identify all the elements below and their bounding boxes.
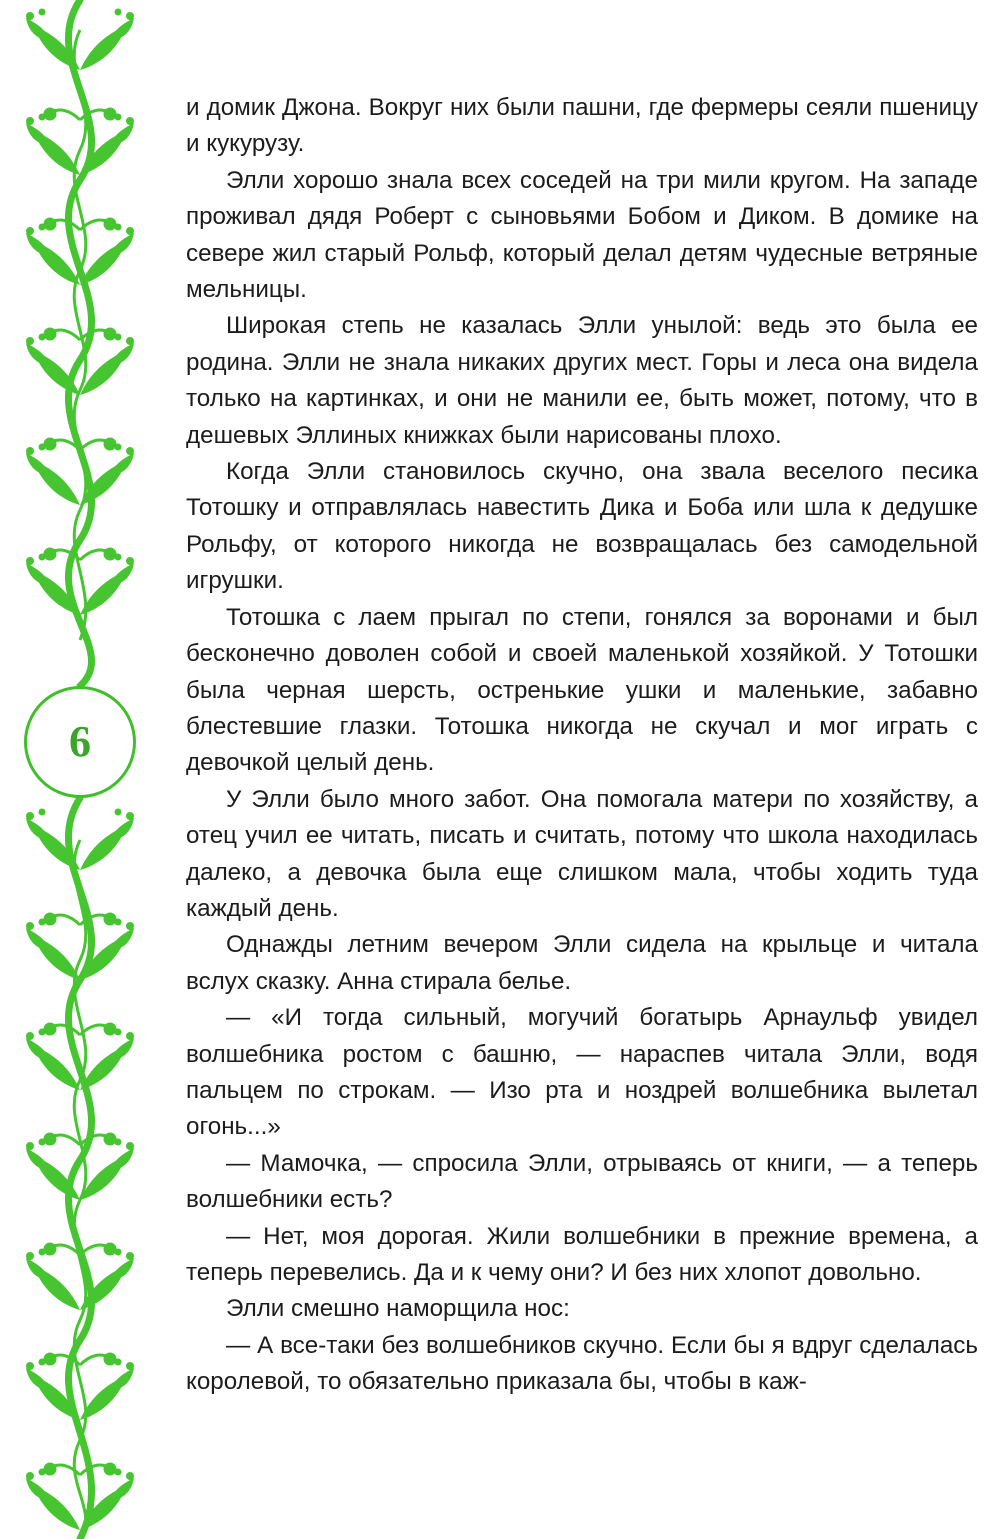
page-number-badge xyxy=(24,686,136,798)
paragraph-4: Когда Элли становилось скучно, она звала веселого песика Тотошку и отправлялась навестить Дика и Боба или шла к дедушке Рольфу, от которого никогда не возвращалась без самодельной игрушки. xyxy=(186,458,978,595)
paragraph-1: и домик Джона. Вокруг них были пашни, где фермеры сеяли пшеницу и кукурузу. xyxy=(186,94,978,158)
paragraph-12: — А все-таки без волшебников скучно. Если бы я вдруг сделалась королевой, то обязательно приказала бы, чтобы в каж- xyxy=(186,1331,978,1396)
body-text xyxy=(186,90,978,1401)
paragraph-11: Элли смешно наморщила нос: xyxy=(226,1295,570,1323)
paragraph-2: Элли хорошо знала всех соседей на три мили кругом. На западе проживал дядя Роберт с сыновьями Бобом и Диком. В домике на севере жил старый Рольф, который делал детям чудесные ветряные мельницы. xyxy=(186,166,978,304)
page-number: 6 xyxy=(69,717,91,766)
paragraph-10: — Нет, моя дорогая. Жили волшебники в прежние времена, а теперь перевелись. Да и к чему они? И без них хлопот довольно. xyxy=(186,1222,978,1286)
paragraph-5: Тотошка с лаем прыгал по степи, гонялся за воронами и был бесконечно доволен собой и своей маленькой хозяйкой. У Тотошки была черная шерсть, остренькие ушки и маленькие, забавно блестевшие глазки. Тотошка никогда не скучал и мог играть с девочкой целый день. xyxy=(186,603,978,777)
paragraph-8: — «И тогда сильный, могучий богатырь Арнаульф увидел волшебника ростом с башню, — нараспев читала Элли, водя пальцем по строкам. — Изо рта и ноздрей волшебника вылетал огонь...» xyxy=(186,1004,978,1141)
paragraph-3: Широкая степь не казалась Элли унылой: ведь это была ее родина. Элли не знала никаких других мест. Горы и леса она видела только на картинках, и они не манили ее, быть может, потому, что в дешевых Эллиных книжках были нарисованы плохо. xyxy=(186,312,978,449)
paragraph-9: — Мамочка, — спросила Элли, отрываясь от книги, — а теперь волшебники есть? xyxy=(186,1149,978,1214)
paragraph-6: У Элли было много забот. Она помогала матери по хозяйству, а отец учил ее читать, писать и считать, потому что школа находилась далеко, а девочка была еще слишком мала, чтобы ходить туда каждый день. xyxy=(186,785,978,922)
paragraph-7: Однажды летним вечером Элли сидела на крыльце и читала вслух сказку. Анна стирала белье. xyxy=(186,931,978,995)
